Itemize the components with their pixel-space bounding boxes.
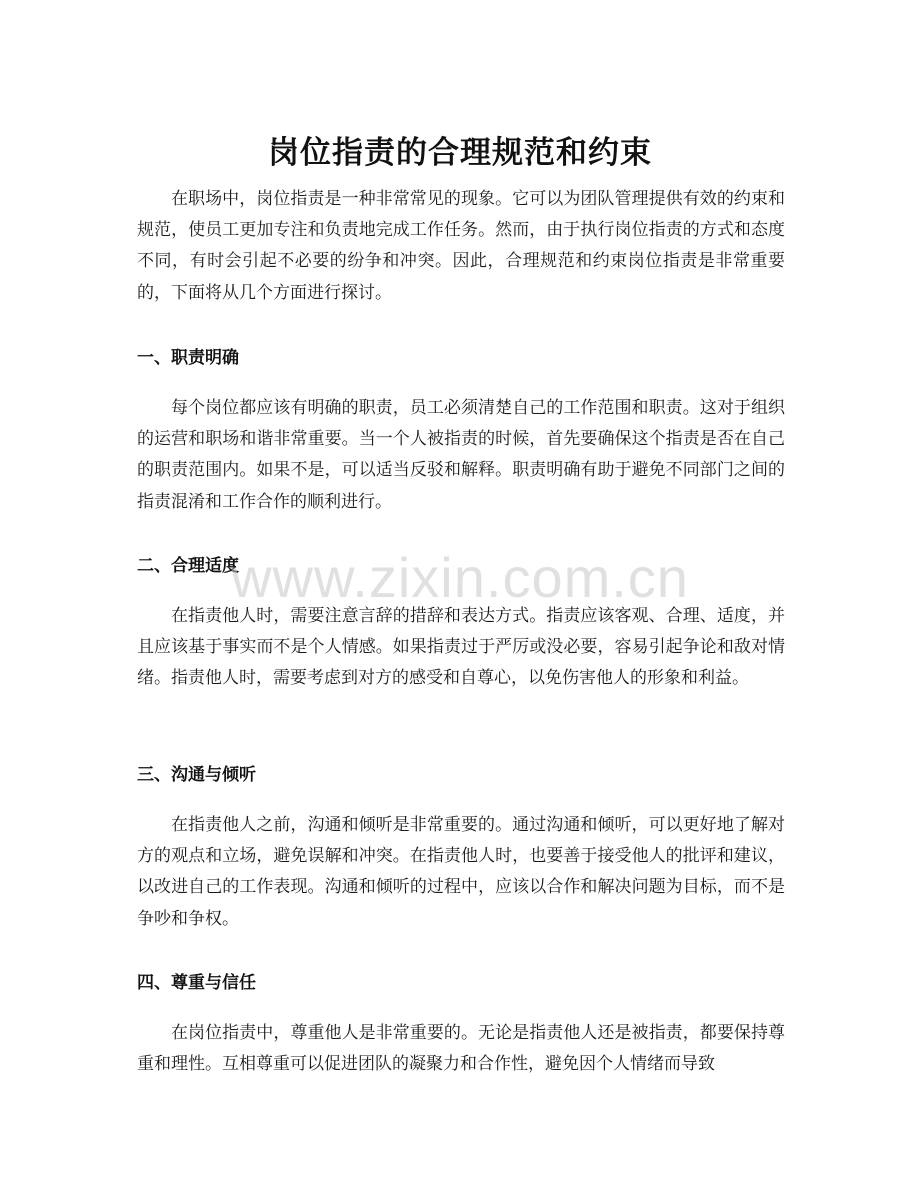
intro-paragraph: 在职场中，岗位指责是一种非常常见的现象。它可以为团队管理提供有效的约束和规范，使员工更加专注和负责地完成工作任务。然而，由于执行岗位指责的方式和态度不同，有时会引起不必要的纷争和冲突。因此，合理规范和约束岗位指责是非常重要的，下面将从几个方面进行探讨。 — [137, 189, 785, 303]
section-body-1: 每个岗位都应该有明确的职责，员工必须清楚自己的工作范围和职责。这对于组织的运营和职场和谐非常重要。当一个人被指责的时候，首先要确保这个指责是否在自己的职责范围内。如果不是，可以适当反驳和解释。职责明确有助于避免不同部门之间的指责混淆和工作合作的顺利进行。 — [137, 398, 785, 512]
section-heading-2: 二、合理适度 — [137, 556, 239, 576]
section-heading-4: 四、尊重与信任 — [137, 973, 256, 993]
document-title: 岗位指责的合理规范和约束 — [268, 134, 652, 171]
watermark-text: www.zixin.com.cn — [231, 546, 689, 609]
section-heading-3: 三、沟通与倾听 — [137, 765, 256, 785]
section-body-2: 在指责他人时，需要注意言辞的措辞和表达方式。指责应该客观、合理、适度，并且应该基于事实而不是个人情感。如果指责过于严厉或没必要，容易引起争论和敌对情绪。指责他人时，需要考虑到对方的感受和自尊心，以免伤害他人的形象和利益。 — [137, 606, 785, 689]
section-heading-1: 一、职责明确 — [137, 348, 239, 368]
section-body-4: 在岗位指责中，尊重他人是非常重要的。无论是指责他人还是被指责，都要保持尊重和理性。互相尊重可以促进团队的凝聚力和合作性，避免因个人情绪而导致 — [137, 1023, 785, 1075]
section-body-3: 在指责他人之前，沟通和倾听是非常重要的。通过沟通和倾听，可以更好地了解对方的观点和立场，避免误解和冲突。在指责他人时，也要善于接受他人的批评和建议，以改进自己的工作表现。沟通和倾听的过程中，应该以合作和解决问题为目标，而不是争吵和争权。 — [137, 815, 785, 929]
